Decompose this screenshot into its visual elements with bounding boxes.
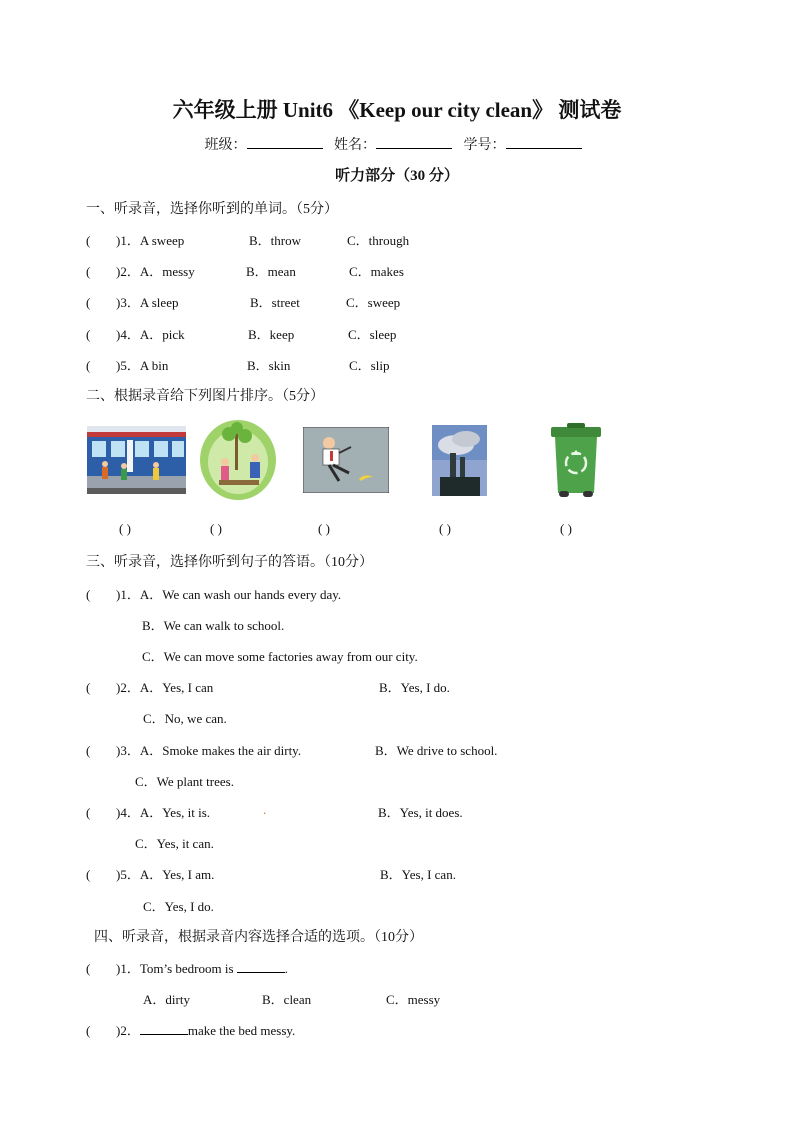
s1-item-3-c: C．sweep bbox=[346, 295, 401, 310]
s3-q4-b: B．Yes, it does. bbox=[378, 805, 463, 820]
class-blank[interactable] bbox=[247, 135, 323, 149]
s1-item-3-b: B．street bbox=[250, 295, 300, 310]
name-label: 姓名： bbox=[334, 138, 376, 153]
factory-smoke-picture bbox=[432, 425, 487, 496]
picture-2-bracket[interactable]: ( ) bbox=[210, 521, 222, 536]
s1-item-2-b: B．mean bbox=[246, 264, 296, 279]
section3-heading: 三、听录音，选择你听到句子的答语。（10分） bbox=[86, 555, 373, 570]
s1-item-1-b: B．throw bbox=[249, 233, 302, 248]
s4-q1-a: A．dirty bbox=[143, 992, 190, 1007]
student-info-line bbox=[0, 134, 794, 154]
s3-q3-a: ( )3．A．Smoke makes the air dirty. bbox=[86, 743, 302, 758]
s3-q2-c: C．No, we can. bbox=[143, 711, 227, 726]
number-label: 学号： bbox=[463, 138, 506, 153]
s3-q4-dot: . bbox=[263, 802, 267, 817]
s1-item-2: ( )2．A．messy bbox=[86, 264, 195, 279]
s3-q5-b: B．Yes, I can. bbox=[380, 867, 456, 882]
s3-q5-c: C．Yes, I do. bbox=[143, 899, 214, 914]
s4-q1-b: B．clean bbox=[262, 992, 312, 1007]
s4-q1-stem: ( )1．Tom’s bedroom is . bbox=[86, 961, 289, 976]
s1-item-5: ( )5．A bin bbox=[86, 358, 169, 373]
section2-heading: 二、根据录音给下列图片排序。（5分） bbox=[86, 389, 324, 404]
s1-item-5-c: C．slip bbox=[349, 358, 390, 373]
section1-heading: 一、听录音，选择你听到的单词。（5分） bbox=[86, 202, 338, 217]
page-title: 六年级上册 Unit6 《Keep our city clean》 测试卷 bbox=[172, 98, 622, 122]
name-blank[interactable] bbox=[376, 135, 452, 149]
s1-item-1: ( )1．A sweep bbox=[86, 233, 185, 248]
picture-5-bracket[interactable]: ( ) bbox=[560, 521, 572, 536]
picture-3-bracket[interactable]: ( ) bbox=[318, 521, 330, 536]
s1-item-4-b: B．keep bbox=[248, 327, 295, 342]
picture-4-bracket[interactable]: ( ) bbox=[439, 521, 451, 536]
s1-item-5-b: B．skin bbox=[247, 358, 291, 373]
section4-heading: 四、听录音，根据录音内容选择合适的选项。（10分） bbox=[94, 930, 423, 945]
number-blank[interactable] bbox=[506, 135, 582, 149]
s3-q1-a: ( )1．A．We can wash our hands every day. bbox=[86, 587, 342, 602]
s4-q1-blank[interactable] bbox=[237, 960, 285, 973]
s4-q2-blank[interactable] bbox=[140, 1022, 188, 1035]
picture-1-bracket[interactable]: ( ) bbox=[119, 521, 131, 536]
s1-item-4-c: C．sleep bbox=[348, 327, 397, 342]
s1-item-2-c: C．makes bbox=[349, 264, 404, 279]
class-label: 班级： bbox=[204, 138, 247, 153]
s3-q4-c: C．Yes, it can. bbox=[135, 836, 214, 851]
s3-q1-b: B．We can walk to school. bbox=[142, 618, 285, 633]
planting-trees-picture bbox=[199, 418, 277, 502]
s3-q4-a: ( )4．A．Yes, it is. bbox=[86, 805, 211, 820]
slipping-on-banana-picture bbox=[303, 427, 389, 493]
s1-item-4: ( )4．A．pick bbox=[86, 327, 185, 342]
green-recycle-bin-picture bbox=[549, 423, 603, 499]
s4-q2-stem: ( )2． make the bed messy. bbox=[86, 1023, 296, 1038]
train-station-picture bbox=[87, 426, 186, 494]
s1-item-3: ( )3．A sleep bbox=[86, 295, 179, 310]
s3-q3-c: C．We plant trees. bbox=[135, 774, 234, 789]
s4-q1-c: C．messy bbox=[386, 992, 441, 1007]
listening-subtitle: 听力部分（30 分） bbox=[335, 168, 459, 184]
s3-q2-b: B．Yes, I do. bbox=[379, 680, 450, 695]
s3-q5-a: ( )5．A．Yes, I am. bbox=[86, 867, 215, 882]
s3-q3-b: B．We drive to school. bbox=[375, 743, 498, 758]
s3-q1-c: C．We can move some factories away from our city. bbox=[142, 649, 418, 664]
s1-item-1-c: C．through bbox=[347, 233, 410, 248]
s3-q2-a: ( )2．A．Yes, I can bbox=[86, 680, 214, 695]
